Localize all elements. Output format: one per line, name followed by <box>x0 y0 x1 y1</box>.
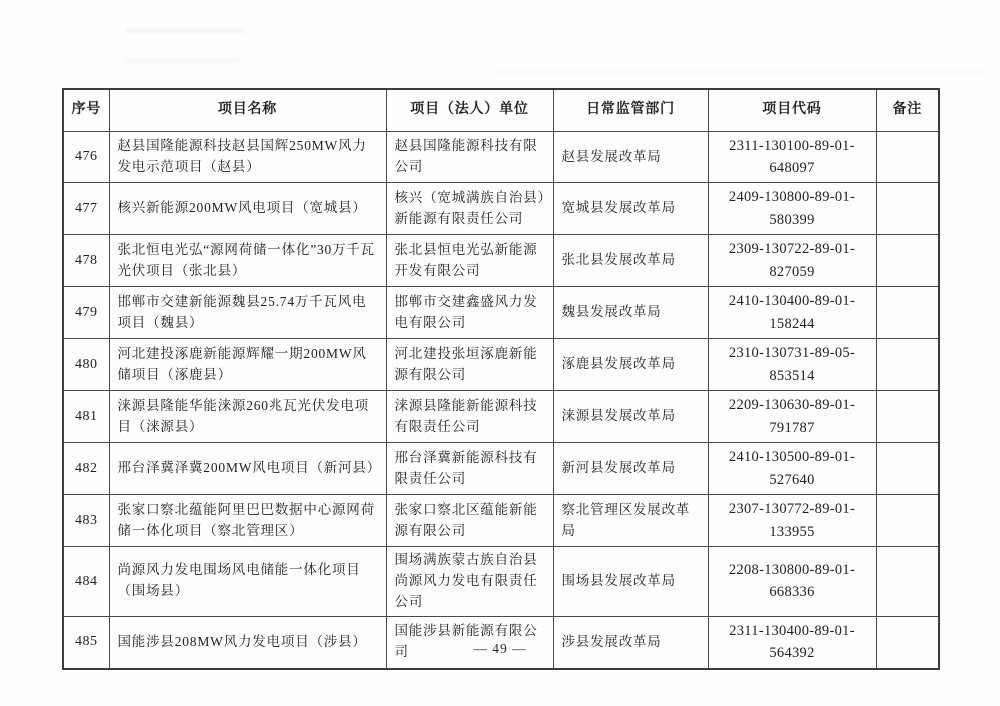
row-remark <box>876 287 939 339</box>
row-project-code: 2309-130722-89-01-827059 <box>708 235 876 287</box>
table-row <box>63 391 939 443</box>
row-seq: 481 <box>63 391 109 443</box>
scan-artifact <box>125 58 240 63</box>
row-project-name: 尚源风力发电围场风电储能一体化项目（围场县） <box>109 547 386 617</box>
row-project-name: 河北建投涿鹿新能源辉耀一期200MW风储项目（涿鹿县） <box>109 339 386 391</box>
row-supervision-dept: 涿鹿县发展改革局 <box>553 339 708 391</box>
scan-artifact <box>125 28 245 33</box>
row-supervision-dept: 赵县发展改革局 <box>553 131 708 183</box>
row-legal-unit: 围场满族蒙古族自治县尚源风力发电有限责任公司 <box>386 547 553 617</box>
header-project-code: 项目代码 <box>708 89 876 131</box>
row-project-code: 2311-130400-89-01-564392 <box>708 616 876 668</box>
table-header-row <box>63 89 939 131</box>
header-seq: 序号 <box>63 89 109 131</box>
table-row <box>63 495 939 547</box>
header-legal-unit: 项目（法人）单位 <box>386 89 553 131</box>
row-seq: 480 <box>63 339 109 391</box>
row-seq: 485 <box>63 616 109 668</box>
row-project-code: 2410-130500-89-01-527640 <box>708 443 876 495</box>
row-seq: 476 <box>63 131 109 183</box>
row-remark <box>876 391 939 443</box>
row-project-name: 邢台泽冀泽冀200MW风电项目（新河县） <box>109 443 386 495</box>
row-supervision-dept: 魏县发展改革局 <box>553 287 708 339</box>
row-supervision-dept: 察北管理区发展改革局 <box>553 495 708 547</box>
row-project-name: 核兴新能源200MW风电项目（宽城县） <box>109 183 386 235</box>
row-seq: 484 <box>63 547 109 617</box>
row-project-code: 2209-130630-89-01-791787 <box>708 391 876 443</box>
row-project-code: 2311-130100-89-01-648097 <box>708 131 876 183</box>
row-legal-unit: 邯郸市交建鑫盛风力发电有限公司 <box>386 287 553 339</box>
row-project-code: 2310-130731-89-05-853514 <box>708 339 876 391</box>
row-remark <box>876 339 939 391</box>
row-remark <box>876 131 939 183</box>
header-remark: 备注 <box>876 89 939 131</box>
row-seq: 482 <box>63 443 109 495</box>
row-remark <box>876 547 939 617</box>
row-legal-unit: 国能涉县新能源有限公司 <box>386 616 553 668</box>
table-row <box>63 547 939 617</box>
row-project-code: 2307-130772-89-01-133955 <box>708 495 876 547</box>
table-row <box>63 131 939 183</box>
header-project-name: 项目名称 <box>109 89 386 131</box>
row-remark <box>876 495 939 547</box>
row-supervision-dept: 新河县发展改革局 <box>553 443 708 495</box>
row-project-name: 涞源县隆能华能涞源260兆瓦光伏发电项目（涞源县） <box>109 391 386 443</box>
row-project-name: 张北恒电光弘“源网荷储一体化”30万千瓦光伏项目（张北县） <box>109 235 386 287</box>
row-supervision-dept: 宽城县发展改革局 <box>553 183 708 235</box>
row-project-name: 国能涉县208MW风力发电项目（涉县） <box>109 616 386 668</box>
row-seq: 477 <box>63 183 109 235</box>
row-project-name: 邯郸市交建新能源魏县25.74万千瓦风电项目（魏县） <box>109 287 386 339</box>
row-legal-unit: 核兴（宽城满族自治县）新能源有限责任公司 <box>386 183 553 235</box>
row-remark <box>876 183 939 235</box>
row-supervision-dept: 涉县发展改革局 <box>553 616 708 668</box>
row-remark <box>876 235 939 287</box>
row-legal-unit: 邢台泽冀新能源科技有限责任公司 <box>386 443 553 495</box>
row-seq: 479 <box>63 287 109 339</box>
row-legal-unit: 涞源县隆能新能源科技有限责任公司 <box>386 391 553 443</box>
header-supervision-dept: 日常监管部门 <box>553 89 708 131</box>
row-supervision-dept: 涞源县发展改革局 <box>553 391 708 443</box>
row-supervision-dept: 张北县发展改革局 <box>553 235 708 287</box>
row-project-code: 2409-130800-89-01-580399 <box>708 183 876 235</box>
table-row <box>63 183 939 235</box>
row-remark <box>876 443 939 495</box>
table-row <box>63 287 939 339</box>
row-project-name: 张家口察北蕴能阿里巴巴数据中心源网荷储一体化项目（察北管理区） <box>109 495 386 547</box>
row-seq: 483 <box>63 495 109 547</box>
row-supervision-dept: 围场县发展改革局 <box>553 547 708 617</box>
projects-table <box>62 88 940 670</box>
table-row <box>63 339 939 391</box>
scan-artifact <box>500 70 980 74</box>
row-legal-unit: 河北建投张垣涿鹿新能源有限公司 <box>386 339 553 391</box>
table-row <box>63 443 939 495</box>
row-project-name: 赵县国隆能源科技赵县国辉250MW风力发电示范项目（赵县） <box>109 131 386 183</box>
row-seq: 478 <box>63 235 109 287</box>
row-project-code: 2410-130400-89-01-158244 <box>708 287 876 339</box>
page-number: — 49 — <box>473 641 527 656</box>
table-row <box>63 235 939 287</box>
row-project-code: 2208-130800-89-01-668336 <box>708 547 876 617</box>
row-legal-unit: 张北县恒电光弘新能源开发有限公司 <box>386 235 553 287</box>
row-legal-unit: 赵县国隆能源科技有限公司 <box>386 131 553 183</box>
row-legal-unit: 张家口察北区蕴能新能源有限公司 <box>386 495 553 547</box>
